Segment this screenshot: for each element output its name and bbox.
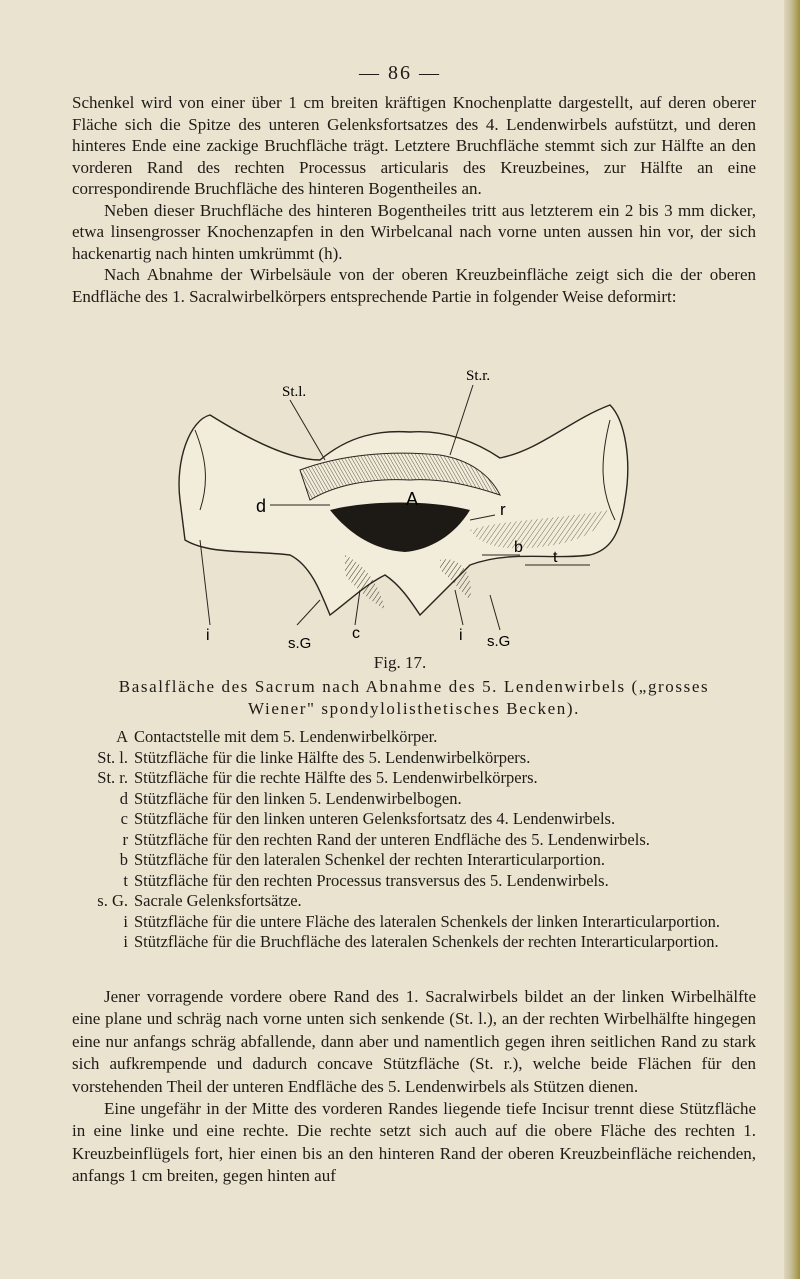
label-str: St.r.: [466, 368, 491, 384]
legend-item: [72, 727, 772, 748]
legend-text: Stützfläche für die Bruchfläche des lateralen Schenkels der rechten Interarticularportion.: [134, 932, 719, 951]
legend-key: r: [122, 829, 128, 849]
legend-text: Stützfläche für den linken unteren Gelenksfortsatz des 4. Lendenwirbels.: [134, 809, 616, 828]
label-i-left: i: [206, 627, 210, 644]
label-c: c: [352, 625, 360, 642]
legend-text: Stützfläche für den rechten Processus transversus des 5. Lendenwirbels.: [134, 870, 609, 890]
label-sg-right: s.G: [487, 633, 511, 650]
label-i-right: i: [459, 627, 463, 644]
figure-number: Fig. 17.: [373, 653, 427, 672]
caption-line-2: Wiener" spondylolisthetisches Becken).: [248, 699, 580, 718]
legend-text: Stützfläche für die rechte Hälfte des 5. Lendenwirbelkörpers.: [134, 768, 538, 787]
label-stl: St.l.: [282, 384, 307, 400]
legend-key: c: [120, 809, 128, 828]
legend-item: [72, 789, 772, 810]
legend-item: [72, 850, 772, 871]
legend-key: A: [116, 727, 128, 746]
legend-key: d: [119, 788, 128, 808]
legend-key: s. G.: [97, 891, 128, 910]
paragraph: Jener vorragende vordere obere Rand des 1. Sacralwirbels bildet an der linken Wirbelhälfte eine plane und schräg nach vorne unten sich senkende (St. l.), an der rechten Wirbelhälfte hingegen eine nur anfangs schräg abfallende, dann aber und namentlich gegen ihren seitlichen Rand zu stark sich aufkrempende und dadurch concave Stützfläche (St. r.), welche beide Flächen für den vorstehenden Theil der unteren Endfläche des 5. Lendenwirbels als Stützen dienen.: [72, 987, 756, 1096]
legend-item: [72, 912, 772, 933]
legend-item: [72, 871, 772, 892]
figure-caption: [72, 676, 756, 720]
legend-item: [72, 768, 772, 789]
page-edge: [784, 0, 800, 1279]
legend-text: Stützfläche für den lateralen Schenkel der rechten Interarticularportion.: [134, 850, 605, 869]
legend-item: [72, 830, 772, 851]
legend-key: t: [123, 870, 128, 890]
legend-text: Sacrale Gelenksfortsätze.: [134, 891, 302, 910]
caption-line-1: Basalfläche des Sacrum nach Abnahme des 5. Lendenwirbels („grosses: [118, 677, 710, 696]
figure-legend: [72, 727, 772, 953]
paragraph: Nach Abnahme der Wirbelsäule von der oberen Kreuzbeinfläche zeigt sich die der oberen Endfläche des 1. Sacralwirbelkörpers entsprechende Partie in folgender Weise deformirt:: [72, 265, 756, 306]
legend-item: [72, 932, 772, 953]
paragraph: Eine ungefähr in der Mitte des vorderen Randes liegende tiefe Incisur trennt diese Stützfläche in eine linke und eine rechte. Die rechte setzt sich auch auf die obere Fläche des rechten 1. Kreuzbeinflügels fort, hier einen bis an den hinteren Rand der oberen Kreuzbeinfläche reichenden, anfangs 1 cm breiten, gegen hinten auf: [72, 1099, 756, 1186]
legend-key: i: [123, 911, 128, 931]
legend-key: St. l.: [97, 747, 128, 767]
label-d: d: [256, 496, 267, 516]
legend-key: i: [123, 932, 128, 951]
legend-item: [72, 748, 772, 769]
legend-text: Stützfläche für die linke Hälfte des 5. Lendenwirbelkörpers.: [134, 747, 531, 767]
legend-text: Contactstelle mit dem 5. Lendenwirbelkörper.: [134, 727, 438, 746]
legend-text: Stützfläche für den linken 5. Lendenwirbelbogen.: [134, 788, 462, 808]
top-text: [72, 92, 756, 307]
legend-item: [72, 809, 772, 830]
figure-17: [170, 360, 640, 655]
legend-text: Stützfläche für den rechten Rand der unteren Endfläche des 5. Lendenwirbels.: [134, 829, 650, 849]
paragraph: Schenkel wird von einer über 1 cm breiten kräftigen Knochenplatte dargestellt, auf deren oberer Fläche sich die Spitze des unteren Gelenksfortsatzes des 4. Lendenwirbels aufstützt, und deren hinteres Ende eine zackige Bruchfläche trägt. Letztere Bruchfläche stemmt sich zur Hälfte an den vorderen Rand des rechten Processus articularis des Kreuzbeines, zur Hälfte an eine correspondirende Bruchfläche des hinteren Bogentheiles an.: [72, 93, 756, 198]
legend-key: b: [119, 850, 128, 869]
sacrum-illustration: [170, 360, 640, 655]
bottom-text: [72, 986, 756, 1188]
label-r: r: [500, 500, 506, 519]
legend-item: [72, 891, 772, 912]
legend-text: Stützfläche für die untere Fläche des lateralen Schenkels der linken Interarticularportion.: [134, 911, 720, 931]
label-sg-left: s.G: [288, 635, 312, 652]
label-a: A: [406, 489, 419, 509]
label-t: t: [553, 549, 558, 566]
legend-key: St. r.: [97, 768, 128, 787]
page-number: — 86 —: [359, 62, 441, 84]
paragraph: Neben dieser Bruchfläche des hinteren Bogentheiles tritt aus letzterem ein 2 bis 3 mm dicker, etwa linsengrosser Knochenzapfen in den Wirbelcanal nach vorne unten aussen hin vor, der sich hackenartig nach hinten umkrümmt (h).: [72, 200, 756, 263]
label-b: b: [514, 539, 523, 556]
